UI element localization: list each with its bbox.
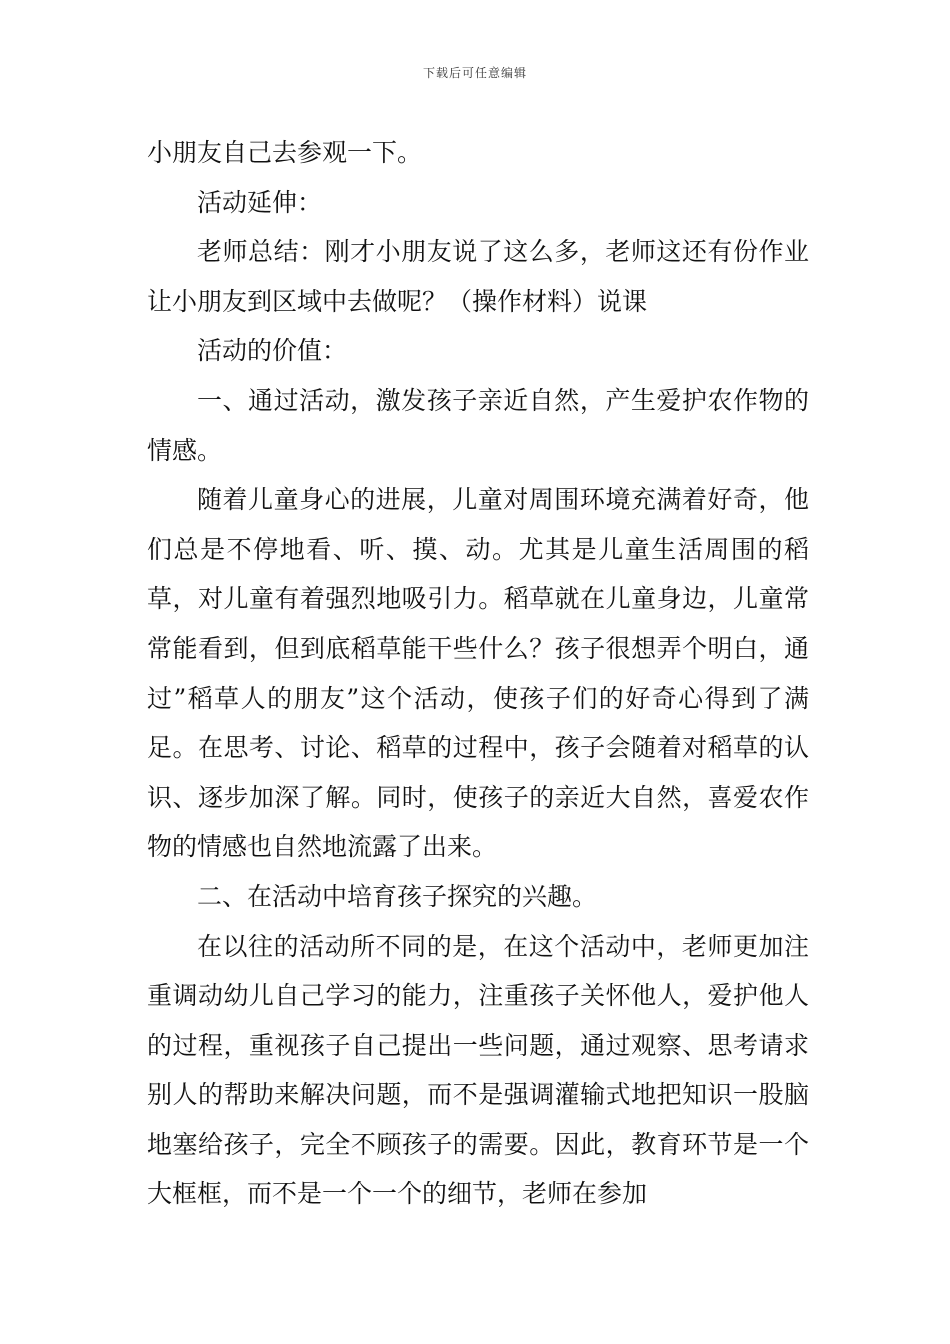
page-header: 下载后可任意编辑 [422,66,527,80]
document-body [147,128,809,1219]
paragraph: 老师总结：刚才小朋友说了这么多，老师这还有份作业让小朋友到区域中去做呢？（操作材料）说课 [147,237,809,316]
paragraph: 小朋友自己去参观一下。 [147,138,423,167]
paragraph: 活动延伸： [197,187,323,217]
paragraph: 一、通过活动，激发孩子亲近自然，产生爱护农作物的情感。 [147,385,809,465]
paragraph: 二、在活动中培育孩子探究的兴趣。 [197,881,598,911]
paragraph: 活动的价值： [197,336,348,366]
paragraph: 在以往的活动所不同的是，在这个活动中，老师更加注重调动幼儿自己学习的能力，注重孩子关怀他人，爱护他人的过程，重视孩子自己提出一些问题，通过观察、思考请求别人的帮助来解决问题，而不是强调灌输式地把知识一股脑地塞给孩子，完全不顾孩子的需要。因此，教育环节是一个大框框，而不是一个一个的细节，老师在参加 [147,931,809,1209]
paragraph: 随着儿童身心的进展，儿童对周围环境充满着好奇，他们总是不停地看、听、摸、动。尤其是儿童生活周围的稻草，对儿童有着强烈地吸引力。稻草就在儿童身边，儿童常常能看到，但到底稻草能干些什么？孩子很想弄个明白，通过”稻草人的朋友”这个活动，使孩子们的好奇心得到了满足。在思考、讨论、稻草的过程中，孩子会随着对稻草的认识、逐步加深了解。同时，使孩子的亲近大自然，喜爱农作物的情感也自然地流露了出来。 [147,485,809,862]
